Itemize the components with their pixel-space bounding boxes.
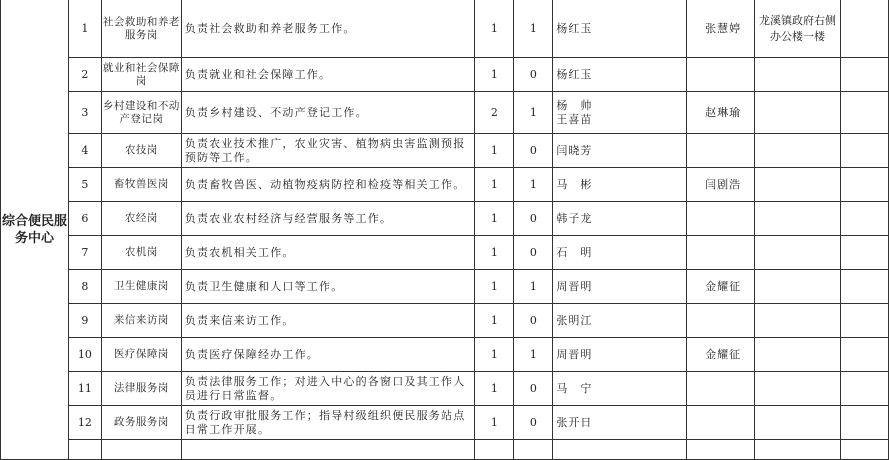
staff-count-cell: 1 — [514, 92, 553, 134]
office-location-cell — [755, 134, 841, 168]
post-count-cell: 1 — [475, 304, 514, 338]
blank-cell — [514, 440, 553, 460]
blank-cell — [101, 440, 181, 460]
leader-cell — [687, 58, 755, 92]
blank-cell — [841, 92, 889, 134]
blank-cell — [841, 58, 889, 92]
staff-count-cell: 1 — [514, 270, 553, 304]
post-count-cell: 1 — [475, 0, 514, 58]
unit-name-cell: 综合便民服务中心 — [1, 0, 69, 460]
post-name-cell: 乡村建设和不动产登记岗 — [101, 92, 181, 134]
staff-name: 张明江 — [556, 313, 593, 327]
leader-cell — [687, 372, 755, 406]
blank-cell — [841, 270, 889, 304]
staff-name: 王喜苗 — [556, 112, 593, 126]
blank-cell — [841, 168, 889, 202]
row-number-cell: 8 — [68, 270, 101, 304]
staff-name: 杨红玉 — [556, 21, 593, 35]
leader-cell: 闫剧浩 — [687, 168, 755, 202]
duty-cell: 负责卫生健康和人口等工作。 — [181, 270, 475, 304]
duty-cell: 负责农机相关工作。 — [181, 236, 475, 270]
post-name-cell: 法律服务岗 — [101, 372, 181, 406]
blank-cell — [841, 440, 889, 460]
staff-name: 石 明 — [556, 245, 593, 259]
blank-cell — [553, 440, 687, 460]
staff-count-cell: 0 — [514, 58, 553, 92]
row-number-cell: 4 — [68, 134, 101, 168]
blank-cell — [687, 440, 755, 460]
blank-cell — [841, 202, 889, 236]
duty-cell: 负责畜牧兽医、动植物疫病防控和检疫等相关工作。 — [181, 168, 475, 202]
staff-name: 周晋明 — [556, 279, 593, 293]
duty-cell: 负责社会救助和养老服务工作。 — [181, 0, 475, 58]
post-count-cell: 1 — [475, 58, 514, 92]
staff-count-cell: 0 — [514, 406, 553, 440]
row-number-cell: 3 — [68, 92, 101, 134]
office-location-cell — [755, 202, 841, 236]
staff-count-cell: 0 — [514, 202, 553, 236]
blank-cell — [755, 440, 841, 460]
leader-cell: 金耀征 — [687, 338, 755, 372]
post-name-cell: 卫生健康岗 — [101, 270, 181, 304]
staff-name: 马 宁 — [556, 381, 593, 395]
staff-cell — [553, 92, 687, 134]
duty-cell: 负责来信来访工作。 — [181, 304, 475, 338]
leader-cell — [687, 236, 755, 270]
row-number-cell: 11 — [68, 372, 101, 406]
staff-count-cell: 0 — [514, 372, 553, 406]
office-location-cell — [755, 372, 841, 406]
duty-cell: 负责法律服务工作；对进入中心的各窗口及其工作人员进行日常监督。 — [181, 372, 475, 406]
staff-cell — [553, 168, 687, 202]
blank-cell — [68, 440, 101, 460]
table-row — [1, 202, 889, 236]
row-number-cell: 12 — [68, 406, 101, 440]
post-name-cell: 畜牧兽医岗 — [101, 168, 181, 202]
post-name-cell: 来信来访岗 — [101, 304, 181, 338]
leader-cell — [687, 134, 755, 168]
row-number-cell: 5 — [68, 168, 101, 202]
duty-cell: 负责就业和社会保障工作。 — [181, 58, 475, 92]
blank-cell — [841, 236, 889, 270]
office-location-cell — [755, 58, 841, 92]
leader-cell: 张慧婷 — [687, 0, 755, 58]
post-count-cell: 1 — [475, 236, 514, 270]
row-number-cell: 1 — [68, 0, 101, 58]
blank-cell — [475, 440, 514, 460]
office-location-cell — [755, 236, 841, 270]
table-row — [1, 440, 889, 460]
table-row — [1, 58, 889, 92]
post-name-cell: 农机岗 — [101, 236, 181, 270]
duty-cell: 负责乡村建设、不动产登记工作。 — [181, 92, 475, 134]
office-location-cell — [755, 406, 841, 440]
post-count-cell: 1 — [475, 270, 514, 304]
row-number-cell: 7 — [68, 236, 101, 270]
office-location-cell — [755, 338, 841, 372]
staff-name: 马 彬 — [556, 177, 593, 191]
row-number-cell: 9 — [68, 304, 101, 338]
leader-cell: 赵琳瑜 — [687, 92, 755, 134]
blank-cell — [841, 304, 889, 338]
staff-cell — [553, 270, 687, 304]
post-name-cell: 就业和社会保障岗 — [101, 58, 181, 92]
duty-cell: 负责行政审批服务工作；指导村级组织便民服务站点日常工作开展。 — [181, 406, 475, 440]
staff-count-cell: 0 — [514, 304, 553, 338]
post-count-cell: 1 — [475, 202, 514, 236]
leader-cell — [687, 406, 755, 440]
office-location-cell — [755, 92, 841, 134]
row-number-cell: 10 — [68, 338, 101, 372]
post-count-cell: 1 — [475, 134, 514, 168]
post-name-cell: 医疗保障岗 — [101, 338, 181, 372]
post-count-cell: 1 — [475, 338, 514, 372]
leader-cell — [687, 304, 755, 338]
staff-name: 杨 帅 — [556, 98, 593, 112]
duty-cell: 负责农业技术推广，农业灾害、植物病虫害监测预报预防等工作。 — [181, 134, 475, 168]
post-count-cell: 1 — [475, 168, 514, 202]
post-name-cell: 农经岗 — [101, 202, 181, 236]
staff-count-cell: 1 — [514, 0, 553, 58]
post-count-cell: 2 — [475, 92, 514, 134]
post-count-cell: 1 — [475, 406, 514, 440]
post-name-cell: 社会救助和养老服务岗 — [101, 0, 181, 58]
table-row — [1, 338, 889, 372]
staff-cell — [553, 0, 687, 58]
staff-count-cell: 0 — [514, 134, 553, 168]
staff-count-cell: 1 — [514, 338, 553, 372]
post-count-cell: 1 — [475, 372, 514, 406]
blank-cell — [841, 372, 889, 406]
staff-name: 张开日 — [556, 415, 593, 429]
staff-count-cell: 0 — [514, 236, 553, 270]
office-location-cell: 龙溪镇政府右侧办公楼一楼 — [755, 0, 841, 58]
table-row — [1, 372, 889, 406]
staff-name: 杨红玉 — [556, 67, 593, 81]
row-number-cell: 6 — [68, 202, 101, 236]
staff-cell — [553, 338, 687, 372]
staff-cell — [553, 134, 687, 168]
blank-cell — [841, 338, 889, 372]
blank-cell — [181, 440, 475, 460]
post-name-cell: 政务服务岗 — [101, 406, 181, 440]
post-name-cell: 农技岗 — [101, 134, 181, 168]
duty-cell: 负责农业农村经济与经营服务等工作。 — [181, 202, 475, 236]
blank-cell — [841, 406, 889, 440]
table-row — [1, 270, 889, 304]
office-location-cell — [755, 270, 841, 304]
table-row — [1, 406, 889, 440]
table-body — [1, 0, 889, 460]
staff-cell — [553, 236, 687, 270]
table-row — [1, 134, 889, 168]
blank-cell — [841, 0, 889, 58]
blank-cell — [841, 134, 889, 168]
row-number-cell: 2 — [68, 58, 101, 92]
office-location-cell — [755, 304, 841, 338]
staff-name: 周晋明 — [556, 347, 593, 361]
staff-cell — [553, 58, 687, 92]
staff-count-cell: 1 — [514, 168, 553, 202]
table-row — [1, 92, 889, 134]
office-location-cell — [755, 168, 841, 202]
staff-cell — [553, 304, 687, 338]
staff-cell — [553, 372, 687, 406]
table-row — [1, 304, 889, 338]
table-row — [1, 236, 889, 270]
staff-cell — [553, 406, 687, 440]
leader-cell: 金耀征 — [687, 270, 755, 304]
staff-name: 韩子龙 — [556, 211, 593, 225]
table-row — [1, 168, 889, 202]
staff-name: 闫晓芳 — [556, 143, 593, 157]
duty-cell: 负责医疗保障经办工作。 — [181, 338, 475, 372]
table-row — [1, 0, 889, 58]
leader-cell — [687, 202, 755, 236]
staff-cell — [553, 202, 687, 236]
